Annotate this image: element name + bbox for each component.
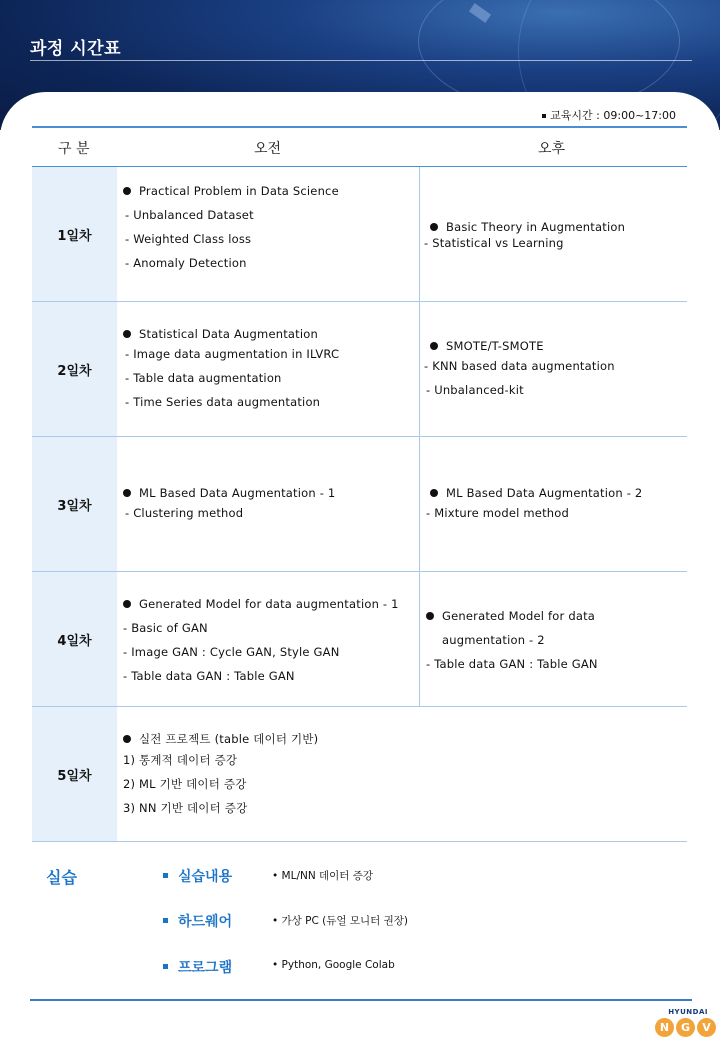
day-label: 5일차 <box>32 707 117 841</box>
practice-item-program: 프로그램 <box>163 957 232 977</box>
table-row <box>32 167 687 302</box>
square-bullet-icon <box>163 873 168 878</box>
cell-line: - Unbalanced-kit <box>426 383 524 397</box>
edu-time <box>542 107 676 123</box>
cell-line: augmentation - 2 <box>442 633 545 647</box>
morning-cell <box>117 572 420 706</box>
header-division: 구 분 <box>58 141 90 157</box>
bullet-icon <box>123 600 131 608</box>
morning-cell <box>117 302 420 436</box>
day-label: 4일차 <box>32 572 117 706</box>
afternoon-cell <box>420 437 687 571</box>
practice-title: 실습 <box>46 868 77 887</box>
afternoon-cell <box>420 167 687 301</box>
cell-line: - Table data augmentation <box>125 371 282 385</box>
table-row <box>32 437 687 572</box>
cell-line: 2) ML 기반 데이터 증강 <box>123 777 247 791</box>
square-bullet-icon <box>542 114 546 118</box>
header-morning: 오전 <box>254 141 282 157</box>
cell-line: - Anomaly Detection <box>125 256 247 270</box>
cell-line: - Image GAN : Cycle GAN, Style GAN <box>123 645 340 659</box>
cell-line: - Image data augmentation in ILVRC <box>125 347 340 361</box>
bullet-icon <box>430 342 438 350</box>
square-bullet-icon <box>163 918 168 923</box>
cell-line: - Table data GAN : Table GAN <box>426 657 598 671</box>
logo-letter: V <box>697 1018 716 1037</box>
cell-line: - Mixture model method <box>426 506 570 520</box>
practice-desc: • ML/NN 데이터 증강 <box>272 870 374 882</box>
edu-time-text: 교육시간 : 09:00~17:00 <box>550 109 676 122</box>
morning-cell <box>117 437 420 571</box>
cell-line: 3) NN 기반 데이터 증강 <box>123 801 248 815</box>
cell-line: - Statistical vs Learning <box>424 236 564 250</box>
square-bullet-icon <box>163 964 168 969</box>
cell-line: - Basic of GAN <box>123 621 208 635</box>
bullet-icon <box>123 489 131 497</box>
morning-cell <box>117 167 420 301</box>
footer-divider <box>30 999 692 1001</box>
practice-item-content: 실습내용 <box>163 866 232 886</box>
brand-logo <box>655 1018 716 1037</box>
cell-line: Generated Model for data augmentation - 1 <box>123 597 399 611</box>
day-label: 1일차 <box>32 167 117 301</box>
brand-logo-text: HYUNDAI <box>668 1008 708 1016</box>
cell-line: 1) 통계적 데이터 증강 <box>123 753 238 767</box>
bullet-icon <box>426 612 434 620</box>
practice-desc: • Python, Google Colab <box>272 959 395 971</box>
cell-line: Basic Theory in Augmentation <box>430 220 625 234</box>
cell-line: ML Based Data Augmentation - 1 <box>123 486 335 500</box>
practice-desc: • 가상 PC (듀얼 모니터 권장) <box>272 915 409 927</box>
cell-line: Statistical Data Augmentation <box>123 327 318 341</box>
bullet-icon <box>430 489 438 497</box>
afternoon-cell <box>420 572 687 706</box>
logo-letter: N <box>655 1018 674 1037</box>
day-label: 3일차 <box>32 437 117 571</box>
bullet-icon <box>123 187 131 195</box>
table-row <box>32 572 687 707</box>
cell-line: 실전 프로젝트 (table 데이터 기반) <box>123 731 318 747</box>
header-afternoon: 오후 <box>538 141 566 157</box>
page-title: 과정 시간표 <box>30 39 122 59</box>
cell-line: - Clustering method <box>125 506 244 520</box>
cell-line: - Time Series data augmentation <box>125 395 321 409</box>
practice-item-hardware: 하드웨어 <box>163 911 232 931</box>
header-divider <box>30 60 692 61</box>
bullet-icon <box>123 735 131 743</box>
table-header-row <box>32 128 687 167</box>
day-label: 2일차 <box>32 302 117 436</box>
logo-letter: G <box>676 1018 695 1037</box>
cell-line: - Unbalanced Dataset <box>125 208 254 222</box>
full-day-cell <box>117 707 687 841</box>
cell-line: - Weighted Class loss <box>125 232 252 246</box>
cell-line: - Table data GAN : Table GAN <box>123 669 295 683</box>
cell-line: SMOTE/T-SMOTE <box>430 339 544 353</box>
cell-line: - KNN based data augmentation <box>424 359 615 373</box>
cell-line: ML Based Data Augmentation - 2 <box>430 486 642 500</box>
cell-line: Practical Problem in Data Science <box>123 184 339 198</box>
afternoon-cell <box>420 302 687 436</box>
table-row <box>32 707 687 842</box>
bullet-icon <box>430 223 438 231</box>
cell-line: Generated Model for data <box>426 609 595 623</box>
bullet-icon <box>123 330 131 338</box>
table-row <box>32 302 687 437</box>
